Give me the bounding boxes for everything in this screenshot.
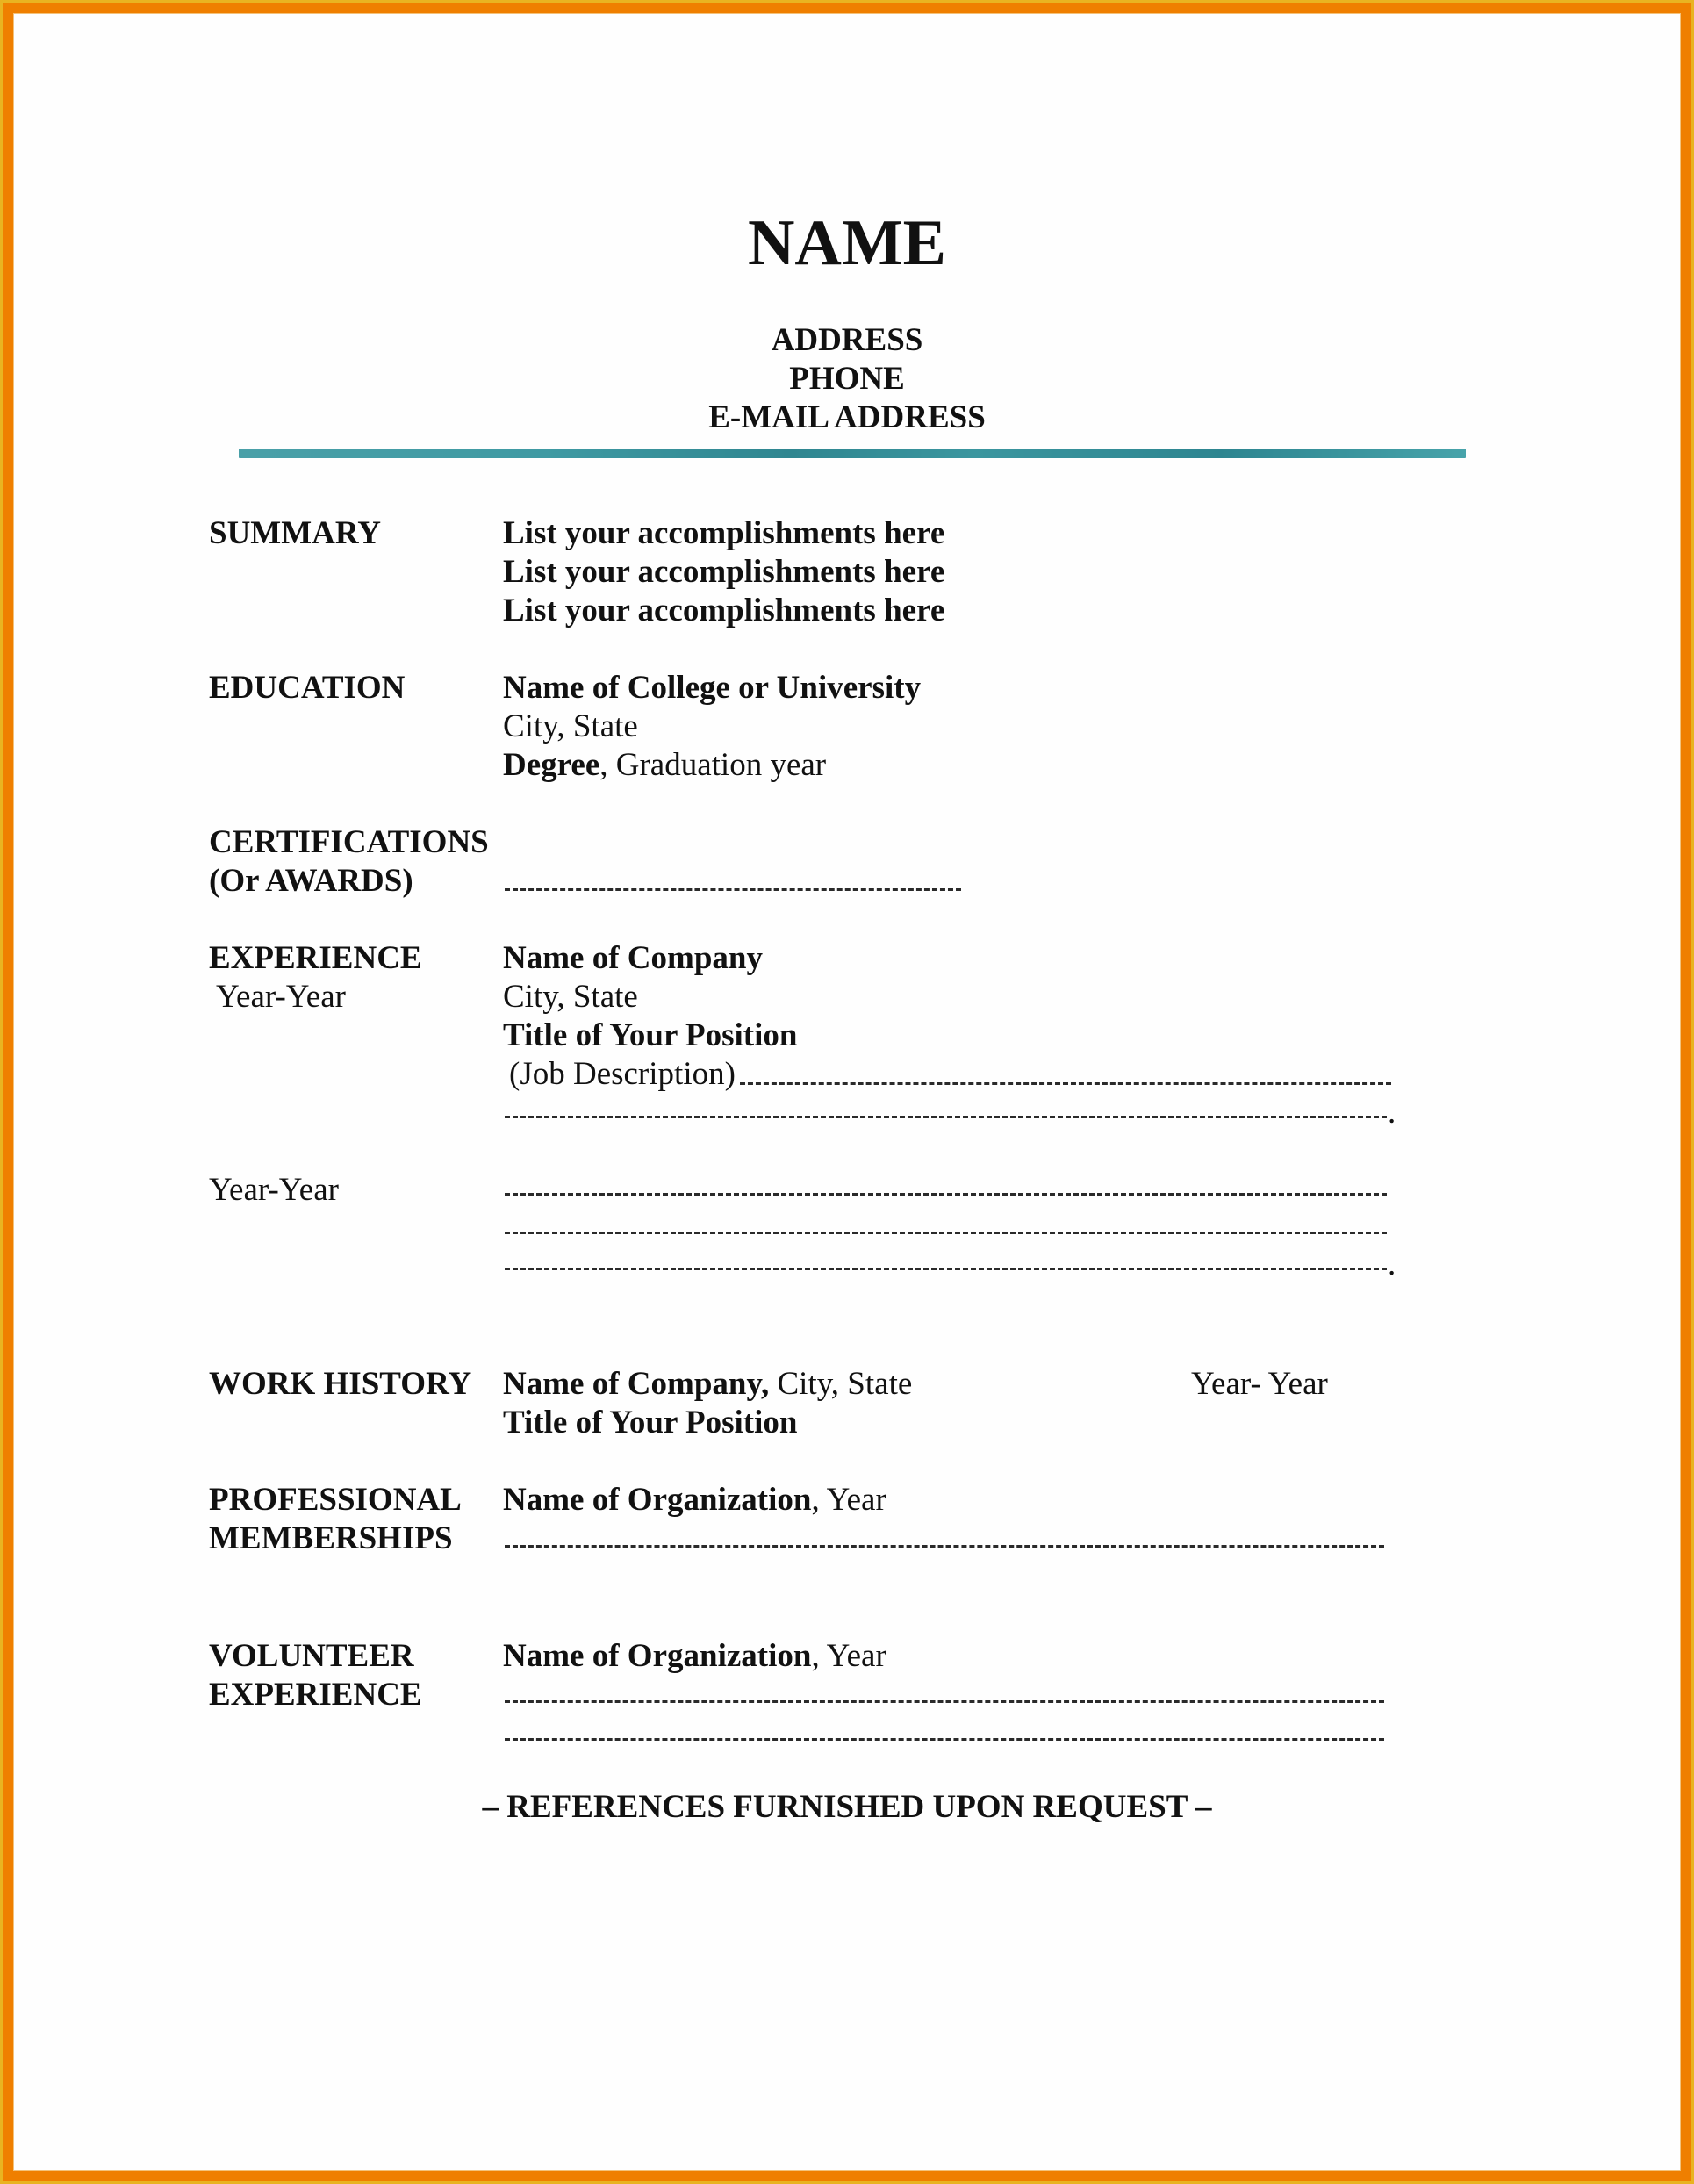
experience-1-company: Name of Company bbox=[503, 940, 763, 976]
email-line: E-MAIL ADDRESS bbox=[708, 399, 986, 435]
volunteer-organization: Name of Organization bbox=[503, 1638, 812, 1674]
experience-1-location: City, State bbox=[503, 979, 638, 1015]
experience-1-description-label: (Job Description) bbox=[509, 1056, 736, 1092]
experience-2-line-2 bbox=[505, 1232, 1387, 1234]
memberships-year: , Year bbox=[811, 1482, 886, 1518]
volunteer-label-line-2: EXPERIENCE bbox=[209, 1677, 422, 1713]
references-note: – REFERENCES FURNISHED UPON REQUEST – bbox=[482, 1789, 1212, 1825]
experience-2-line-3 bbox=[505, 1268, 1387, 1270]
summary-line-1: List your accomplishments here bbox=[503, 515, 945, 551]
education-graduation-year: , Graduation year bbox=[599, 747, 827, 783]
volunteer-organization-line bbox=[503, 1640, 886, 1672]
experience-2-line-1 bbox=[505, 1193, 1387, 1196]
work-history-company-line bbox=[503, 1368, 912, 1400]
memberships-organization: Name of Organization bbox=[503, 1482, 812, 1518]
experience-1-title: Title of Your Position bbox=[503, 1017, 798, 1053]
work-history-title: Title of Your Position bbox=[503, 1405, 798, 1440]
memberships-blank-line bbox=[505, 1545, 1384, 1548]
experience-1-years: Year-Year bbox=[216, 979, 346, 1015]
experience-1-description-line-1 bbox=[740, 1082, 1391, 1085]
volunteer-label-line-1: VOLUNTEER bbox=[209, 1638, 414, 1674]
address-line: ADDRESS bbox=[771, 322, 923, 358]
experience-2-years: Year-Year bbox=[209, 1172, 339, 1208]
work-history-label: WORK HISTORY bbox=[209, 1366, 472, 1402]
education-degree: Degree bbox=[503, 747, 600, 783]
header-divider-rule bbox=[239, 449, 1466, 458]
work-history-company: Name of Company, bbox=[503, 1366, 770, 1402]
work-history-location: City, State bbox=[769, 1366, 913, 1402]
summary-label: SUMMARY bbox=[209, 515, 382, 551]
phone-line: PHONE bbox=[789, 361, 905, 397]
certifications-label: CERTIFICATIONS bbox=[209, 824, 489, 860]
experience-label: EXPERIENCE bbox=[209, 940, 422, 976]
education-degree-line bbox=[503, 749, 826, 781]
experience-1-description-line-2 bbox=[505, 1116, 1387, 1118]
volunteer-blank-line-1 bbox=[505, 1700, 1384, 1703]
experience-2-period: . bbox=[1388, 1246, 1396, 1282]
experience-1-period: . bbox=[1388, 1095, 1396, 1131]
memberships-label-line-2: MEMBERSHIPS bbox=[209, 1520, 453, 1556]
education-location: City, State bbox=[503, 708, 638, 744]
memberships-organization-line bbox=[503, 1484, 886, 1516]
work-history-years: Year- Year bbox=[1191, 1366, 1328, 1402]
education-label: EDUCATION bbox=[209, 670, 406, 706]
awards-label: (Or AWARDS) bbox=[209, 863, 413, 899]
education-school: Name of College or University bbox=[503, 670, 922, 706]
certifications-blank-line bbox=[505, 888, 961, 891]
volunteer-year: , Year bbox=[811, 1638, 886, 1674]
summary-line-3: List your accomplishments here bbox=[503, 593, 945, 629]
memberships-label-line-1: PROFESSIONAL bbox=[209, 1482, 462, 1518]
volunteer-blank-line-2 bbox=[505, 1738, 1384, 1741]
name-heading: NAME bbox=[747, 207, 947, 279]
summary-line-2: List your accomplishments here bbox=[503, 554, 945, 590]
